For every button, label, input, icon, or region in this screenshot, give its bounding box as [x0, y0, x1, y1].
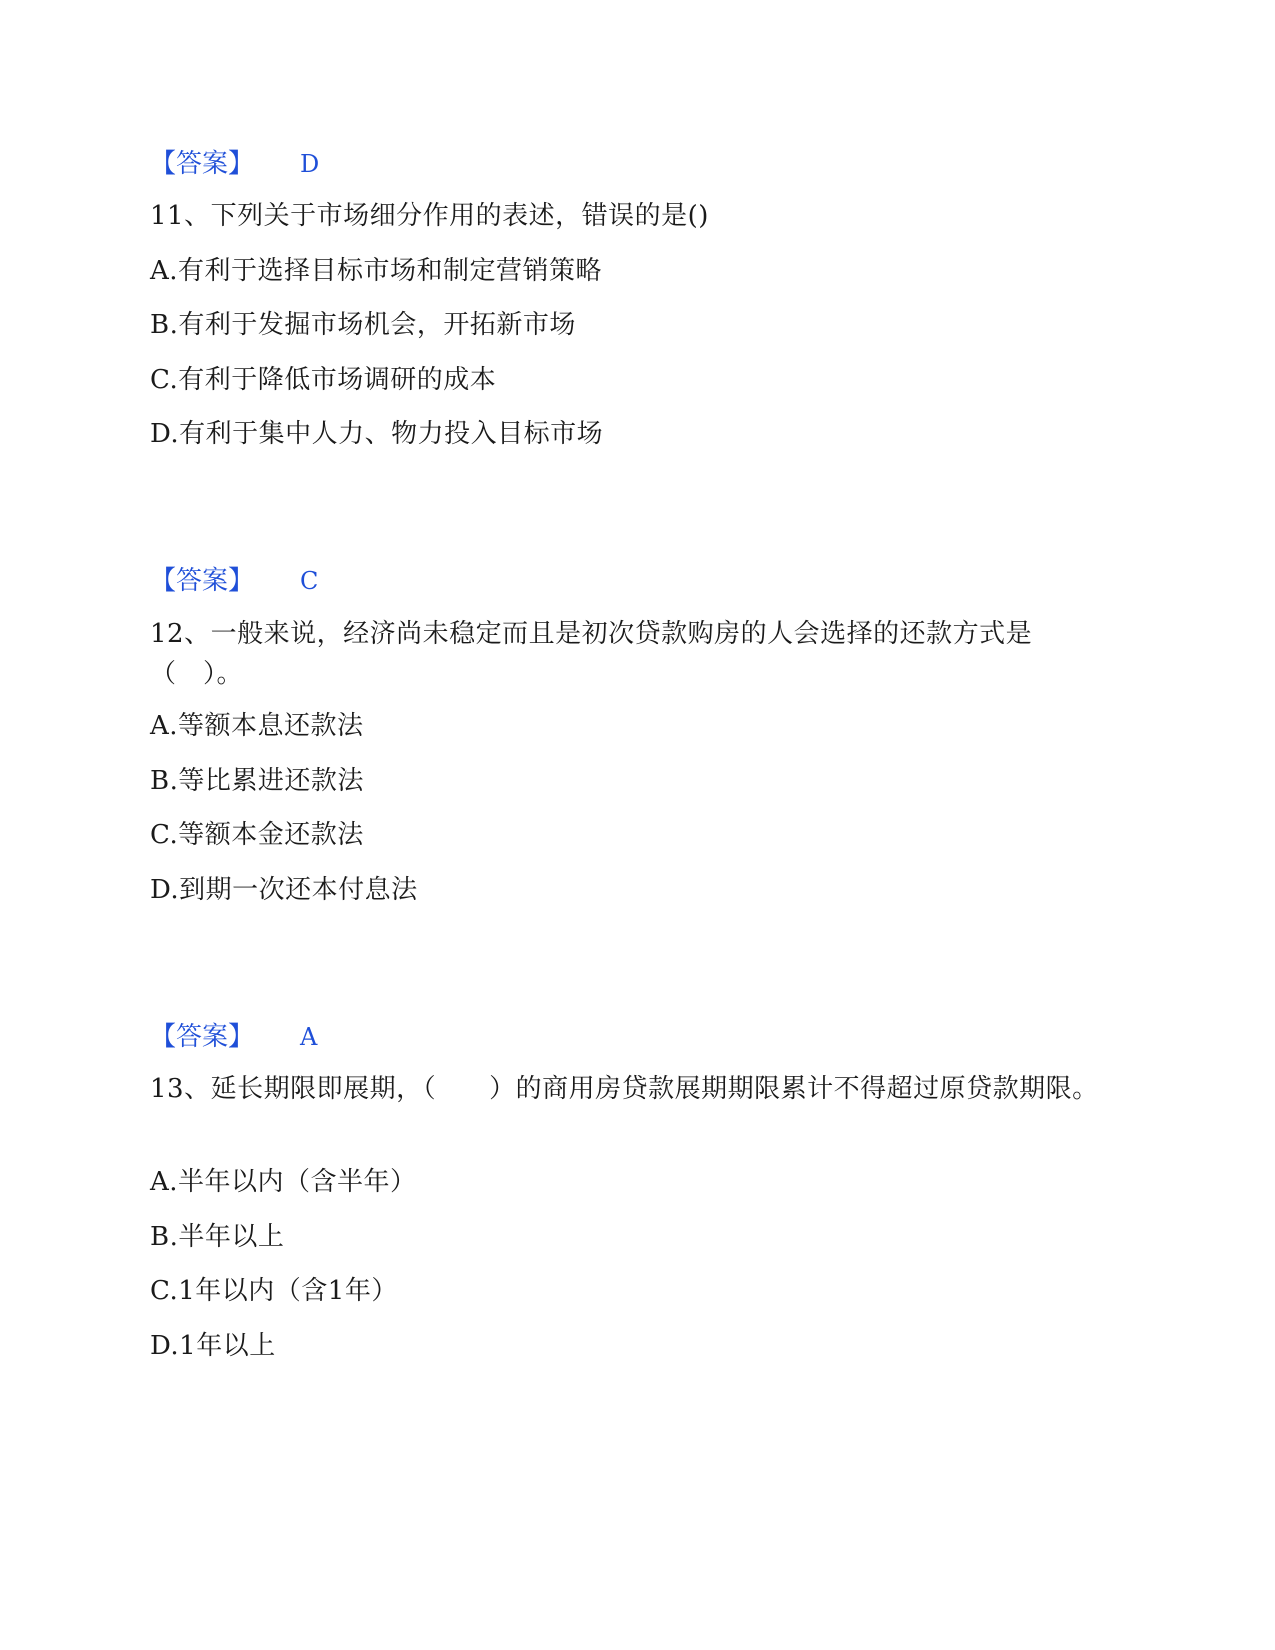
answer-line: [150, 1016, 317, 1053]
option-b: B.等比累进还款法: [150, 766, 364, 796]
option-a: A.有利于选择目标市场和制定营销策略: [150, 256, 603, 286]
option-d: D.1年以上: [150, 1331, 276, 1361]
question-13: 13、延长期限即展期，（ ）的商用房贷款展期期限累计不得超过原贷款期限。: [150, 1074, 1099, 1104]
question-12: 12、一般来说，经济尚未稳定而且是初次贷款购房的人会选择的还款方式是（ ）。: [150, 619, 1033, 689]
answer-value: D: [300, 150, 320, 178]
answer-label: 【答案】: [150, 1022, 255, 1052]
answer-value: C: [300, 567, 319, 595]
answer-value: A: [300, 1023, 318, 1051]
option-a: A.半年以内（含半年）: [150, 1167, 417, 1197]
option-b: B.半年以上: [150, 1222, 285, 1252]
answer-line: [150, 560, 318, 597]
option-d: D.有利于集中人力、物力投入目标市场: [150, 419, 604, 449]
answer-line: [150, 143, 319, 180]
option-d: D.到期一次还本付息法: [150, 875, 418, 905]
question-11: 11、下列关于市场细分作用的表述，错误的是(): [150, 201, 709, 231]
option-a: A.等额本息还款法: [150, 711, 364, 741]
option-c: C.1年以内（含1年）: [150, 1276, 398, 1306]
option-c: C.有利于降低市场调研的成本: [150, 365, 497, 395]
answer-label: 【答案】: [150, 149, 255, 179]
option-b: B.有利于发掘市场机会，开拓新市场: [150, 310, 576, 340]
option-c: C.等额本金还款法: [150, 820, 364, 850]
answer-label: 【答案】: [150, 566, 255, 596]
